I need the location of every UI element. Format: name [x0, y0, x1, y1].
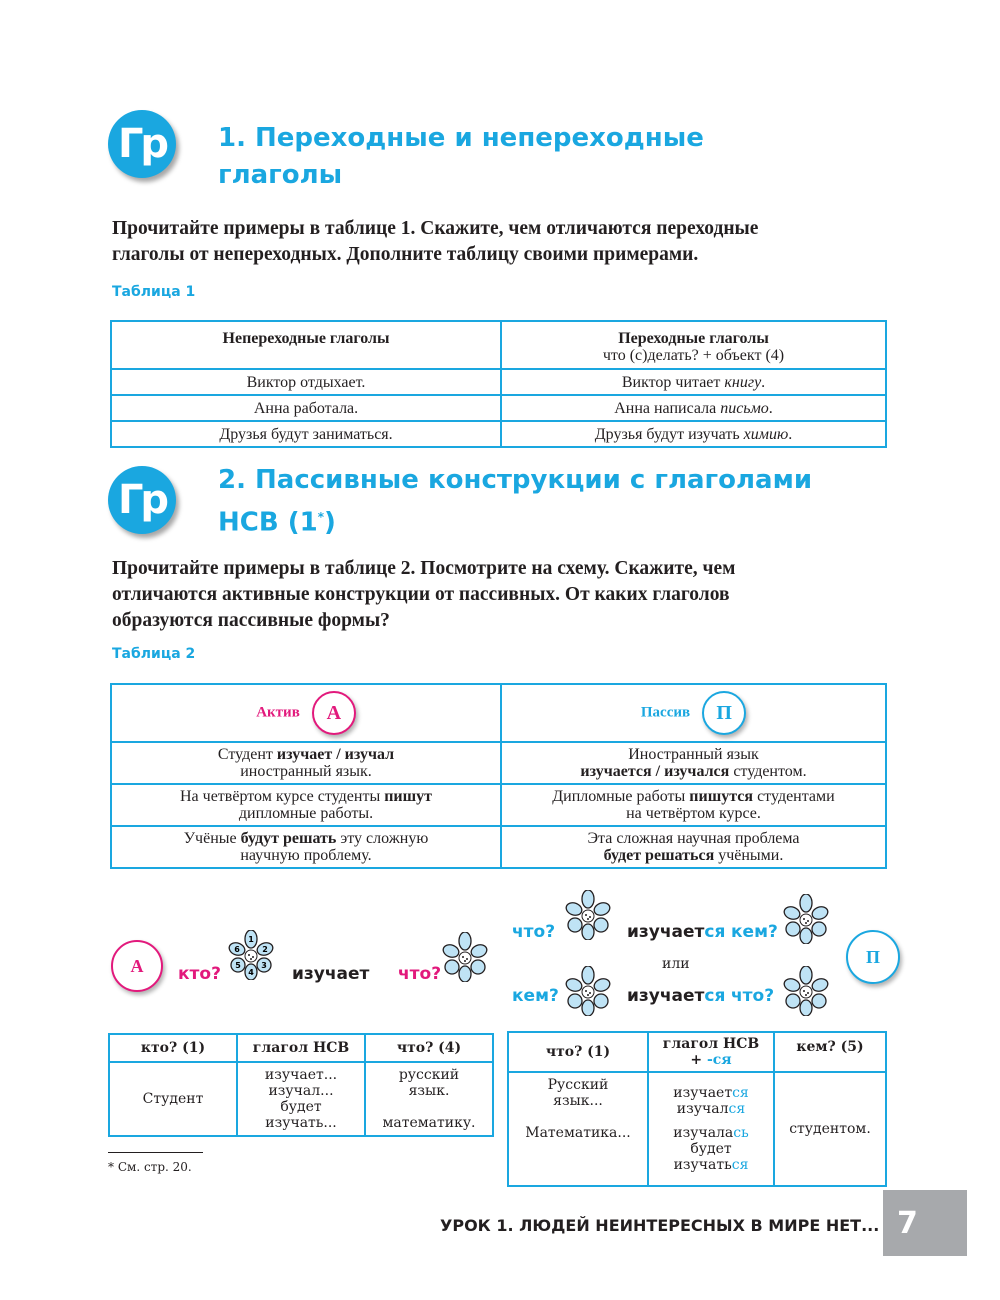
header-cell: что? (1)	[508, 1032, 648, 1072]
table-cell: Друзья будут заниматься.	[111, 421, 501, 447]
flower-icon	[226, 930, 276, 984]
petal-label: 3	[261, 961, 267, 970]
header-cell: что? (4)	[365, 1034, 493, 1062]
table-cell: Студент изучает / изучал иностранный язык.	[111, 742, 501, 784]
grammar-badge-icon: Гр	[108, 110, 176, 178]
table2	[110, 683, 887, 869]
table-cell: Дипломные работы пишутся студентами на четвёртом курсе.	[501, 784, 886, 826]
passive-circle-icon: П	[702, 691, 746, 735]
grammar-badge-icon: Гр	[108, 466, 176, 534]
section1-title-line1: 1. Переходные и непереходные	[218, 123, 704, 153]
table-row	[109, 1062, 493, 1136]
petal-label: 6	[234, 945, 240, 954]
header-cell: глагол НСВ + -ся	[648, 1032, 774, 1072]
table2-header-passive: Пассив П	[501, 684, 886, 742]
footnote-divider	[108, 1152, 203, 1153]
table1-header-intransitive: Непереходные глаголы	[111, 321, 501, 369]
petal-label: 4	[248, 968, 254, 977]
flower-icon	[781, 894, 831, 948]
page-number: 7	[883, 1190, 967, 1256]
table-cell: русский язык. математику.	[365, 1062, 493, 1136]
flower-icon	[563, 966, 613, 1020]
table-cell: Эта сложная научная проблема будет решаться учёными.	[501, 826, 886, 868]
active-circle-icon: А	[312, 691, 356, 735]
section2-title-line2: НСВ (1*)	[218, 507, 336, 538]
table-row	[111, 421, 886, 447]
flower-icon	[781, 966, 831, 1020]
petal-label: 1	[248, 935, 254, 944]
table-cell: изучается изучался изучалась будет изучаться	[648, 1072, 774, 1186]
section1-instructions	[112, 216, 758, 268]
table1-header-sub: что (с)делать? + объект (4)	[602, 347, 785, 364]
scheme-passive-verb-1: изучается	[627, 922, 726, 942]
table-cell: студентом.	[774, 1072, 886, 1186]
table-row	[111, 369, 886, 395]
intro-line: отличаются активные конструкции от пассивных. От каких глаголов	[112, 584, 730, 605]
table-row	[111, 742, 886, 784]
scheme-or: или	[662, 956, 690, 972]
table-row	[508, 1072, 886, 1186]
lesson-title: УРОК 1. ЛЮДЕЙ НЕИНТЕРЕСНЫХ В МИРЕ НЕТ...	[440, 1216, 880, 1235]
table1-label: Таблица 1	[112, 284, 196, 300]
table-cell: изучает... изучал... будет изучать...	[237, 1062, 365, 1136]
table-cell: На четвёртом курсе студенты пишут дипломные работы.	[111, 784, 501, 826]
active-grammar-table	[108, 1033, 494, 1137]
passive-scheme-circle-icon: П	[846, 930, 900, 984]
intro-line: Прочитайте примеры в таблице 2. Посмотрите на схему. Скажите, чем	[112, 558, 736, 579]
scheme-passive-q1: что?	[512, 922, 556, 942]
table-row	[111, 395, 886, 421]
table-cell: Студент	[109, 1062, 237, 1136]
section2-instructions	[112, 556, 735, 634]
table-cell: Друзья будут изучать химию.	[501, 421, 886, 447]
scheme-passive-verb-2: изучается	[627, 986, 726, 1006]
header-cell: кем? (5)	[774, 1032, 886, 1072]
section2-title	[218, 462, 812, 542]
active-scheme-circle-icon: А	[111, 940, 163, 992]
table-cell: Виктор отдыхает.	[111, 369, 501, 395]
header-cell: кто? (1)	[109, 1034, 237, 1062]
intro-line: образуются пассивные формы?	[112, 610, 390, 631]
scheme-active-verb: изучает	[292, 964, 370, 984]
scheme-active-question-who: кто?	[178, 964, 221, 984]
intro-line: Прочитайте примеры в таблице 1. Скажите, чем отличаются переходные	[112, 218, 759, 239]
table2-header-active: Актив А	[111, 684, 501, 742]
footnote: * См. стр. 20.	[108, 1160, 192, 1174]
flower-icon	[563, 890, 613, 944]
table-cell: Русский язык... Математика...	[508, 1072, 648, 1186]
scheme-active-question-what: что?	[398, 964, 442, 984]
scheme-passive-q4: что?	[731, 986, 775, 1006]
section2-title-line1: 2. Пассивные конструкции с глаголами	[218, 465, 813, 495]
table-cell: Учёные будут решать эту сложную научную проблему.	[111, 826, 501, 868]
passive-grammar-table	[507, 1031, 887, 1187]
section1-title-line2: глаголы	[218, 160, 343, 190]
table-row	[111, 784, 886, 826]
petal-label: 5	[235, 961, 241, 970]
petal-label: 2	[262, 945, 268, 954]
table2-label: Таблица 2	[112, 646, 196, 662]
table-cell: Анна работала.	[111, 395, 501, 421]
scheme-passive-q3: кем?	[512, 986, 559, 1006]
intro-line: глаголы от непереходных. Дополните таблицу своими примерами.	[112, 244, 699, 265]
section1-title	[218, 120, 704, 194]
table-row	[111, 826, 886, 868]
header-cell: глагол НСВ	[237, 1034, 365, 1062]
flower-icon	[440, 932, 490, 986]
table-cell: Анна написала письмо.	[501, 395, 886, 421]
table-cell: Виктор читает книгу.	[501, 369, 886, 395]
table1	[110, 320, 887, 448]
scheme-passive-q2: кем?	[731, 922, 778, 942]
table-cell: Иностранный язык изучается / изучался студентом.	[501, 742, 886, 784]
table1-header-transitive: Переходные глаголы что (с)делать? + объект (4)	[501, 321, 886, 369]
